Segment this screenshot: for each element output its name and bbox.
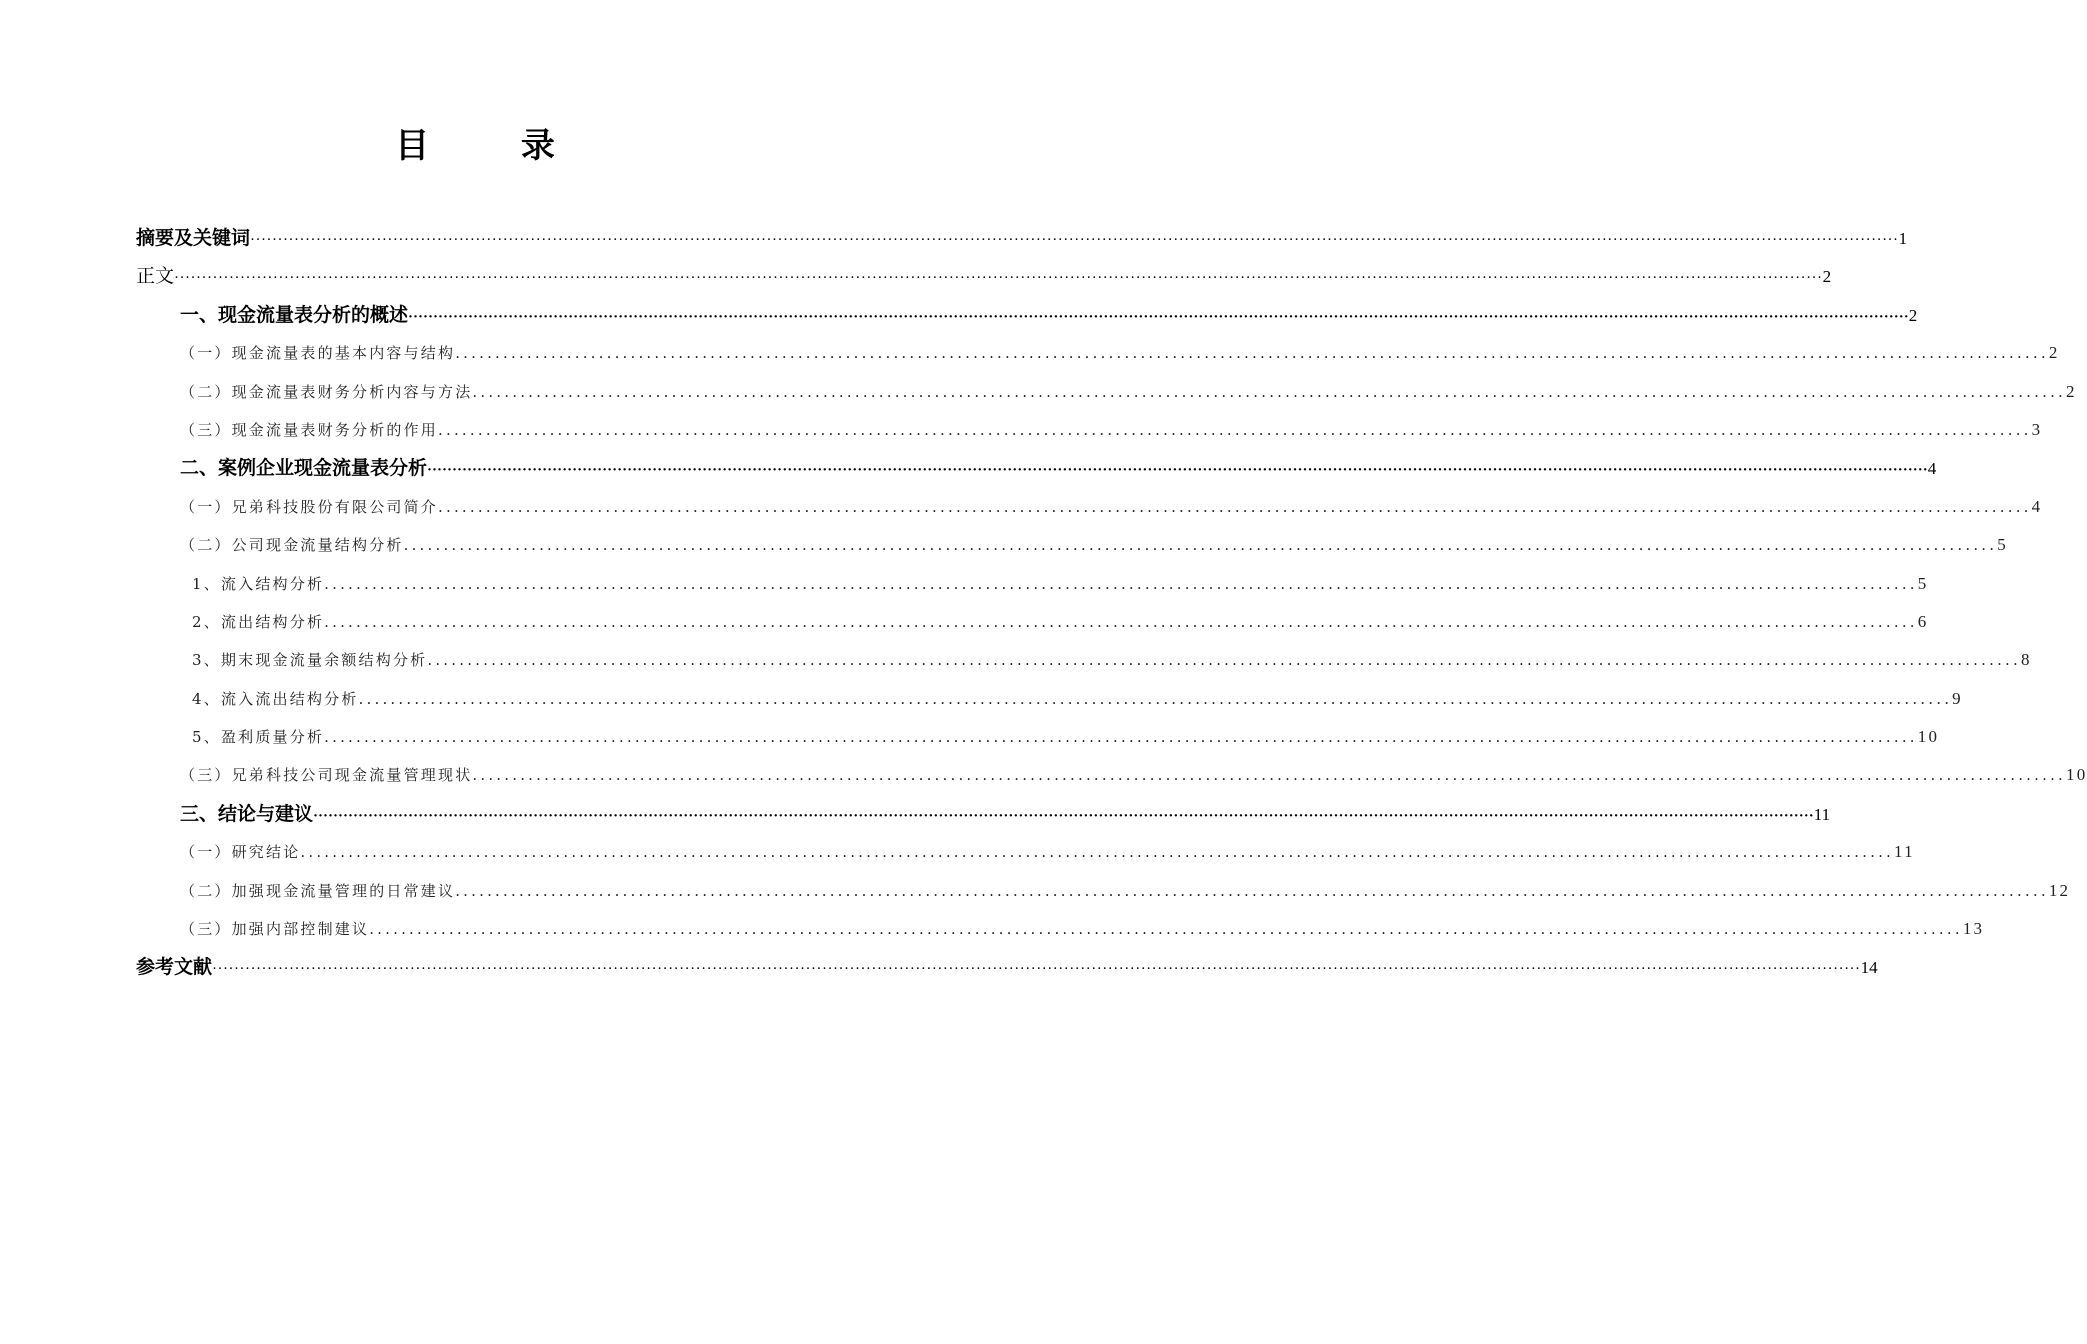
toc-entry[interactable] <box>136 565 1929 603</box>
toc-page-number: 8 <box>2020 650 2032 670</box>
toc-entry[interactable] <box>136 795 1831 833</box>
toc-entry[interactable] <box>136 948 1878 986</box>
toc-dot-leader: ........................................................................................................................................................................................................ <box>438 420 2032 439</box>
toc-dot-leader: ············································································································································································································································································································ <box>313 807 1814 824</box>
toc-entry[interactable] <box>136 296 1918 334</box>
toc-page-number: 5 <box>1997 535 2008 555</box>
toc-entry-label: 1、流入结构分析 <box>192 574 325 593</box>
toc-page-number: 2 <box>2066 381 2077 401</box>
toc-entry-label: 正文 <box>136 265 175 288</box>
toc-entry-label: 一、现金流量表分析的概述 <box>180 303 409 326</box>
toc-entry[interactable] <box>136 257 1832 295</box>
toc-entry-label: （一）研究结论 <box>180 843 301 862</box>
toc-dot-leader: ........................................................................................................................................................................................................ <box>324 612 1918 631</box>
toc-entry-label: （二）现金流量表财务分析内容与方法 <box>180 382 473 401</box>
toc-dot-leader: ············································································································································································································································································································ <box>212 961 1861 978</box>
toc-page-number: 4 <box>1927 459 1937 479</box>
toc-page-number: 14 <box>1860 958 1878 978</box>
toc-page-number: 12 <box>2048 880 2071 900</box>
toc-entry[interactable] <box>136 334 2060 372</box>
toc-page-number: 9 <box>1952 688 1963 708</box>
toc-entry[interactable] <box>136 641 2032 679</box>
toc-entry-label: （二）加强现金流量管理的日常建议 <box>180 881 456 900</box>
toc-dot-leader: ........................................................................................................................................................................................................ <box>324 728 1918 747</box>
toc-dot-leader: ........................................................................................................................................................................................................ <box>358 689 1953 708</box>
toc-entry-label: （二）公司现金流量结构分析 <box>180 536 404 555</box>
toc-dot-leader: ........................................................................................................................................................................................................ <box>455 344 2049 363</box>
toc-entry-label: （一）现金流量表的基本内容与结构 <box>180 344 456 363</box>
toc-dot-leader: ........................................................................................................................................................................................................ <box>472 382 2067 401</box>
toc-entry[interactable] <box>136 833 1915 871</box>
toc-dot-leader: ........................................................................................................................................................................................................ <box>300 843 1895 862</box>
toc-page-number: 2 <box>1908 305 1918 325</box>
toc-entry[interactable] <box>136 603 1929 641</box>
toc-page-number: 11 <box>1813 804 1831 824</box>
toc-entry[interactable] <box>136 718 1940 756</box>
toc-page-number: 13 <box>1962 919 1985 939</box>
toc-page-number: 5 <box>1917 573 1929 593</box>
toc-entry-label: 2、流出结构分析 <box>192 612 325 631</box>
toc-page-number: 10 <box>1917 727 1940 747</box>
toc-entry-label: （一）兄弟科技股份有限公司简介 <box>180 497 439 516</box>
toc-page-number: 10 <box>2066 765 2087 785</box>
toc-dot-leader: ........................................................................................................................................................................................................ <box>324 574 1918 593</box>
toc-entry-label: 4、流入流出结构分析 <box>192 689 359 708</box>
toc-dot-leader: ........................................................................................................................................................................................................ <box>472 766 2067 785</box>
toc-title: 目 录 <box>395 126 595 166</box>
table-of-contents <box>136 219 2087 987</box>
toc-entry-label: 3、期末现金流量余额结构分析 <box>192 651 428 670</box>
toc-entry-label: （三）兄弟科技公司现金流量管理现状 <box>180 766 473 785</box>
toc-page-number: 6 <box>1917 611 1929 631</box>
toc-dot-leader: ........................................................................................................................................................................................................ <box>403 536 1998 555</box>
toc-entry[interactable] <box>136 219 1908 257</box>
toc-dot-leader: ············································································································································································································································································································ <box>250 232 1899 248</box>
toc-dot-leader: ············································································································································································································································································································ <box>427 462 1928 479</box>
toc-entry[interactable] <box>136 449 1937 487</box>
toc-dot-leader: ........................................................................................................................................................................................................ <box>369 920 1963 939</box>
toc-entry-label: （三）加强内部控制建议 <box>180 920 370 939</box>
toc-dot-leader: ........................................................................................................................................................................................................ <box>438 497 2032 516</box>
toc-dot-leader: ············································································································································································································································································································ <box>174 270 1823 287</box>
toc-entry-label: 参考文献 <box>136 956 213 979</box>
toc-page-number: 2 <box>1822 267 1832 287</box>
toc-dot-leader: ........................................................................................................................................................................................................ <box>427 651 2021 670</box>
toc-entry-label: 二、案例企业现金流量表分析 <box>180 457 428 480</box>
toc-page-number: 11 <box>1894 842 1915 862</box>
toc-entry[interactable] <box>136 910 1985 948</box>
toc-dot-leader: ........................................................................................................................................................................................................ <box>455 881 2049 900</box>
toc-entry[interactable] <box>136 411 2043 449</box>
toc-entry[interactable] <box>136 872 2071 910</box>
toc-entry[interactable] <box>136 756 2087 794</box>
toc-entry-label: 5、盈利质量分析 <box>192 728 325 747</box>
toc-entry-label: 三、结论与建议 <box>180 802 314 825</box>
toc-entry-label: 摘要及关键词 <box>136 227 251 249</box>
toc-page-number: 4 <box>2031 496 2043 516</box>
toc-entry[interactable] <box>136 680 1963 718</box>
toc-entry[interactable] <box>136 373 2077 411</box>
toc-page-number: 2 <box>2048 343 2060 363</box>
toc-page-number: 1 <box>1898 229 1908 248</box>
toc-entry-label: （三）现金流量表财务分析的作用 <box>180 420 439 439</box>
toc-entry[interactable] <box>136 526 2008 564</box>
toc-dot-leader: ············································································································································································································································································································ <box>408 308 1909 325</box>
toc-page-number: 3 <box>2031 419 2043 439</box>
toc-entry[interactable] <box>136 488 2043 526</box>
